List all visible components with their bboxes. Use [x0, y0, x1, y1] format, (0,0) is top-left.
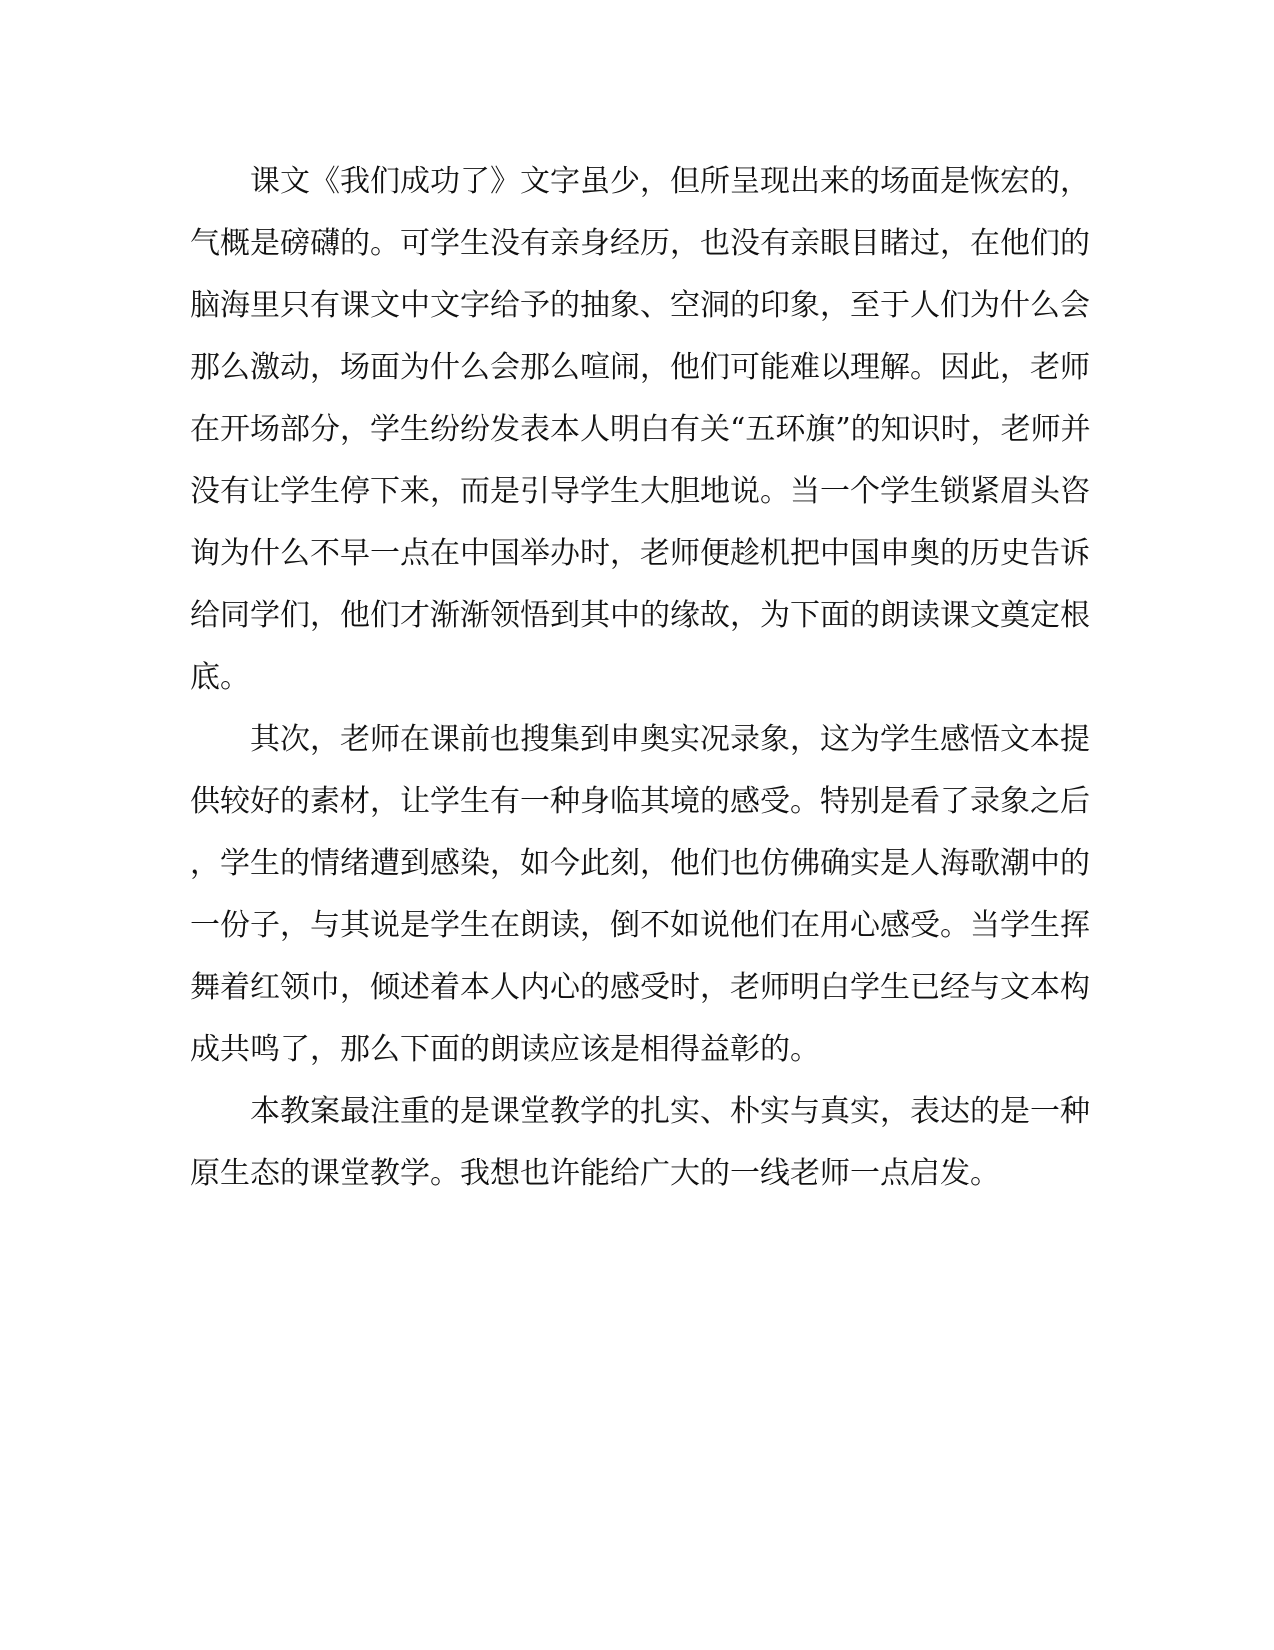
paragraph-2-line-2: 供较好的素材，让学生有一种身临其境的感受。特别是看了录象之后: [190, 784, 1090, 819]
paragraph-1-line-7: 询为什么不早一点在中国举办时，老师便趁机把中国申奥的历史告诉: [190, 536, 1090, 571]
paragraph-2-line-1: 其次，老师在课前也搜集到申奥实况录象，这为学生感悟文本提: [250, 722, 1090, 757]
paragraph-3-line-1: 本教案最注重的是课堂教学的扎实、朴实与真实，表达的是一种: [250, 1094, 1090, 1129]
paragraph-1-line-1: 课文《我们成功了》文字虽少，但所呈现出来的场面是恢宏的，: [250, 164, 1090, 199]
paragraph-3-line-2: 原生态的课堂教学。我想也许能给广大的一线老师一点启发。: [190, 1156, 1000, 1191]
paragraph-1-line-2: 气概是磅礴的。可学生没有亲身经历，也没有亲眼目睹过，在他们的: [190, 226, 1090, 261]
paragraph-1-line-6: 没有让学生停下来，而是引导学生大胆地说。当一个学生锁紧眉头咨: [190, 474, 1090, 509]
paragraph-2-line-5: 舞着红领巾，倾述着本人内心的感受时，老师明白学生已经与文本构: [190, 970, 1090, 1005]
paragraph-1-line-4: 那么激动，场面为什么会那么喧闹，他们可能难以理解。因此，老师: [190, 350, 1090, 385]
paragraph-2-line-6: 成共鸣了，那么下面的朗读应该是相得益彰的。: [190, 1032, 820, 1067]
paragraph-2-line-3: ，学生的情绪遭到感染，如今此刻，他们也仿佛确实是人海歌潮中的: [190, 846, 1090, 881]
paragraph-1-line-8: 给同学们，他们才渐渐领悟到其中的缘故，为下面的朗读课文奠定根: [190, 598, 1090, 633]
paragraph-1-line-3: 脑海里只有课文中文字给予的抽象、空洞的印象，至于人们为什么会: [190, 288, 1090, 323]
paragraph-2-line-4: 一份子，与其说是学生在朗读，倒不如说他们在用心感受。当学生挥: [190, 908, 1090, 943]
paragraph-1-line-5: 在开场部分，学生纷纷发表本人明白有关“五环旗”的知识时，老师并: [190, 412, 1091, 447]
paragraph-1-line-9: 底。: [190, 660, 250, 695]
